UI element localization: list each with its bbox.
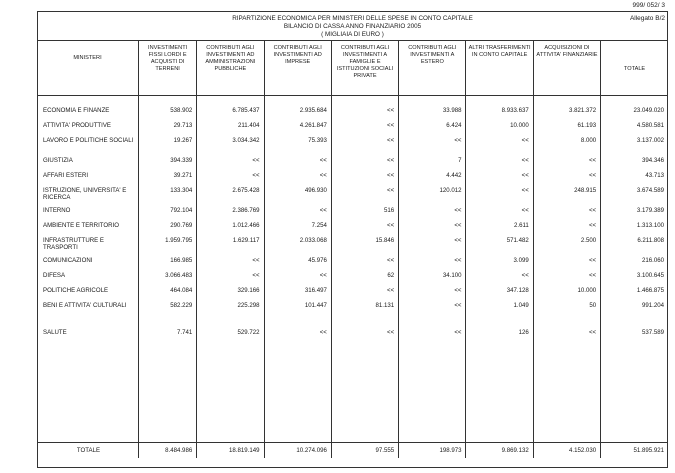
ministry-name: BENI E ATTIVITA' CULTURALI <box>37 302 138 317</box>
table-cell: << <box>399 137 466 157</box>
table-cell: 33.988 <box>399 107 466 122</box>
table-row <box>37 237 668 257</box>
ministry-name: POLITICHE AGRICOLE <box>37 287 138 302</box>
table-cell: 19.267 <box>138 137 196 157</box>
table-cell: 248.915 <box>533 187 600 207</box>
table-cell: 10.000 <box>533 287 600 302</box>
table-cell: 464.084 <box>138 287 196 302</box>
table-cell: 1.049 <box>466 302 533 317</box>
table-cell: 529.722 <box>197 329 264 344</box>
table-cell: 991.204 <box>641 302 664 309</box>
table-cell: 45.976 <box>264 257 331 272</box>
total-row <box>37 442 668 458</box>
total-cell: 4.152.030 <box>533 442 600 458</box>
table-cell: 394.346 <box>641 157 664 164</box>
table-cell: << <box>331 222 398 237</box>
table-cell: 582.229 <box>138 302 196 317</box>
table-cell: << <box>466 207 533 222</box>
table-cell: << <box>331 107 398 122</box>
empty-area-row <box>37 344 668 442</box>
table-cell: 4.261.847 <box>264 122 331 137</box>
table-cell: 6.424 <box>399 122 466 137</box>
table-cell: 4.442 <box>399 172 466 187</box>
table-header <box>37 11 668 41</box>
table-cell: << <box>466 272 533 287</box>
table-cell: 792.104 <box>138 207 196 222</box>
table-cell: << <box>466 187 533 207</box>
table-cell: << <box>331 157 398 172</box>
total-cell: 97.555 <box>331 442 398 458</box>
expenditure-table <box>37 41 668 458</box>
table-cell: 120.012 <box>399 187 466 207</box>
table-cell: << <box>399 257 466 272</box>
table-cell: 211.404 <box>197 122 264 137</box>
table-cell: 225.298 <box>197 302 264 317</box>
table-cell: << <box>399 329 466 344</box>
total-label: TOTALE <box>37 442 138 458</box>
table-cell: 7 <box>399 157 466 172</box>
table-cell: 2.500 <box>533 237 600 257</box>
spacer-row <box>37 317 668 329</box>
table-cell: 29.713 <box>138 122 196 137</box>
table-cell: << <box>399 302 466 317</box>
table-cell: << <box>533 329 600 344</box>
table-body <box>37 95 668 458</box>
table-cell: 81.131 <box>331 302 398 317</box>
table-cell: 166.985 <box>138 257 196 272</box>
column-header: CONTRIBUTI AGLI INVESTIMENTI AD IMPRESE <box>264 41 331 95</box>
table-cell: 571.482 <box>466 237 533 257</box>
table-cell: 216.060 <box>641 257 664 264</box>
table-cell: 101.447 <box>264 302 331 317</box>
table-cell: << <box>466 172 533 187</box>
ministry-name: AFFARI ESTERI <box>37 172 138 187</box>
ministry-name: ECONOMIA E FINANZE <box>37 107 138 122</box>
table-cell: 7.254 <box>264 222 331 237</box>
table-cell: << <box>533 207 600 222</box>
table-cell: << <box>533 222 600 237</box>
ministry-name: DIFESA <box>37 272 138 287</box>
table-cell: << <box>533 272 600 287</box>
column-header: CONTRIBUTI AGLI INVESTIMENTI A FAMIGLIE E ISTITUZIONI SOCIALI PRIVATE <box>331 41 398 95</box>
table-cell: 394.339 <box>138 157 196 172</box>
ministry-name: GIUSTIZIA <box>37 157 138 172</box>
table-cell: << <box>399 207 466 222</box>
table-cell: << <box>264 157 331 172</box>
column-header: ALTRI TRASFERIMENTI IN CONTO CAPITALE <box>466 41 533 95</box>
table-cell: 7.741 <box>138 329 196 344</box>
table-cell: 1.466.875 <box>636 287 664 294</box>
header-title: RIPARTIZIONE ECONOMICA PER MINISTERI DELLE SPESE IN CONTO CAPITALE <box>232 15 473 22</box>
table-cell: 1.629.117 <box>197 237 264 257</box>
table-cell: 6.785.437 <box>197 107 264 122</box>
table-cell: << <box>331 329 398 344</box>
table-cell: 3.034.342 <box>197 137 264 157</box>
column-header: CONTRIBUTI AGLI INVESTIMENTI A ESTERO <box>399 41 466 95</box>
table-cell: 39.271 <box>138 172 196 187</box>
table-cell: << <box>399 287 466 302</box>
table-cell: << <box>331 287 398 302</box>
table-cell: 316.497 <box>264 287 331 302</box>
table-cell: 3.099 <box>466 257 533 272</box>
table-cell: 10.000 <box>466 122 533 137</box>
ministry-name: INFRASTRUTTURE E TRASPORTI <box>37 237 138 257</box>
allegato-label: Allegato B/2 <box>629 15 665 22</box>
column-header-row <box>37 41 668 95</box>
table-cell: 3.179.389 <box>636 207 664 214</box>
table-row <box>37 222 668 237</box>
table-row <box>37 329 668 344</box>
table-cell: 8.000 <box>533 137 600 157</box>
column-header: ACQUISIZIONI DI ATTIVITA' FINANZIARIE <box>533 41 600 95</box>
table-cell: 4.580.581 <box>636 122 664 129</box>
ministry-name: ATTIVITA' PRODUTTIVE <box>37 122 138 137</box>
total-cell: 8.484.986 <box>138 442 196 458</box>
table-cell: << <box>264 272 331 287</box>
ministry-name: SALUTE <box>37 329 138 344</box>
table-cell: 61.193 <box>533 122 600 137</box>
table-cell: << <box>466 137 533 157</box>
table-row <box>37 272 668 287</box>
table-row <box>37 187 668 207</box>
table-row <box>37 157 668 172</box>
table-cell: 126 <box>466 329 533 344</box>
table-cell: << <box>331 122 398 137</box>
table-cell: 75.393 <box>264 137 331 157</box>
column-header: TOTALE <box>601 41 668 95</box>
table-cell: 3.066.483 <box>138 272 196 287</box>
ministry-name: INTERNO <box>37 207 138 222</box>
table-cell: << <box>197 172 264 187</box>
table-cell: 3.674.589 <box>636 187 664 194</box>
table-row <box>37 172 668 187</box>
ministry-name: COMUNICAZIONI <box>37 257 138 272</box>
table-cell: 3.100.645 <box>636 272 664 279</box>
table-cell: << <box>264 207 331 222</box>
table-cell: 1.959.795 <box>138 237 196 257</box>
table-cell: 50 <box>533 302 600 317</box>
table-cell: << <box>331 137 398 157</box>
table-cell: 2.611 <box>466 222 533 237</box>
table-cell: << <box>197 257 264 272</box>
table-cell: << <box>264 329 331 344</box>
table-cell: 290.769 <box>138 222 196 237</box>
table-cell: 1.313.100 <box>636 222 664 229</box>
table-cell: 3.137.002 <box>636 137 664 144</box>
table-cell: 347.128 <box>466 287 533 302</box>
table-cell: 43.713 <box>645 172 664 179</box>
table-row <box>37 207 668 222</box>
table-cell: 2.675.428 <box>197 187 264 207</box>
table-cell: 6.211.808 <box>637 237 664 244</box>
table-cell: 34.100 <box>399 272 466 287</box>
column-header: MINISTERI <box>37 41 138 95</box>
column-header: INVESTIMENTI FISSI LORDI E ACQUISTI DI TERRENI <box>138 41 196 95</box>
table-cell: 2.386.769 <box>197 207 264 222</box>
table-cell: << <box>264 172 331 187</box>
table-row <box>37 257 668 272</box>
table-cell: 537.589 <box>641 329 664 336</box>
table-row <box>37 122 668 137</box>
table-cell: 516 <box>331 207 398 222</box>
table-cell: 23.049.020 <box>633 107 664 114</box>
table-cell: 538.902 <box>138 107 196 122</box>
table-cell: << <box>533 157 600 172</box>
table-cell: 496.930 <box>264 187 331 207</box>
total-cell: 10.274.096 <box>264 442 331 458</box>
spacer-row <box>37 95 668 107</box>
table-cell: 329.166 <box>197 287 264 302</box>
table-row <box>37 107 668 122</box>
total-cell: 198.973 <box>399 442 466 458</box>
table-cell: 133.304 <box>138 187 196 207</box>
document-reference: 999/ 052/ 3 <box>632 2 665 9</box>
table-cell: 15.846 <box>331 237 398 257</box>
table-row <box>37 137 668 157</box>
table-cell: << <box>197 272 264 287</box>
table-cell: 2.935.684 <box>264 107 331 122</box>
table-cell: 8.933.637 <box>466 107 533 122</box>
table-cell: << <box>533 172 600 187</box>
total-cell: 51.895.921 <box>601 442 668 458</box>
table-cell: << <box>331 172 398 187</box>
ministry-name: AMBIENTE E TERRITORIO <box>37 222 138 237</box>
table-cell: 62 <box>331 272 398 287</box>
table-cell: << <box>399 237 466 257</box>
table-cell: 2.033.068 <box>264 237 331 257</box>
column-header: CONTRIBUTI AGLI INVESTIMENTI AD AMMINISTRAZIONI PUBBLICHE <box>197 41 264 95</box>
ministry-name: ISTRUZIONE, UNIVERSITA' E RICERCA <box>37 187 138 207</box>
header-subtitle: BILANCIO DI CASSA ANNO FINANZIARIO 2005 <box>283 23 422 30</box>
table-cell: << <box>197 157 264 172</box>
table-cell: << <box>533 257 600 272</box>
total-cell: 18.819.149 <box>197 442 264 458</box>
table-row <box>37 287 668 302</box>
table-cell: 1.012.466 <box>197 222 264 237</box>
table-cell: << <box>466 157 533 172</box>
table-cell: << <box>331 257 398 272</box>
table-cell: << <box>331 187 398 207</box>
table-cell: 3.821.372 <box>533 107 600 122</box>
table-cell: << <box>399 222 466 237</box>
header-units: ( MIGLIAIA DI EURO ) <box>321 31 384 38</box>
table-row <box>37 302 668 317</box>
ministry-name: LAVORO E POLITICHE SOCIALI <box>37 137 138 157</box>
total-cell: 9.869.132 <box>466 442 533 458</box>
